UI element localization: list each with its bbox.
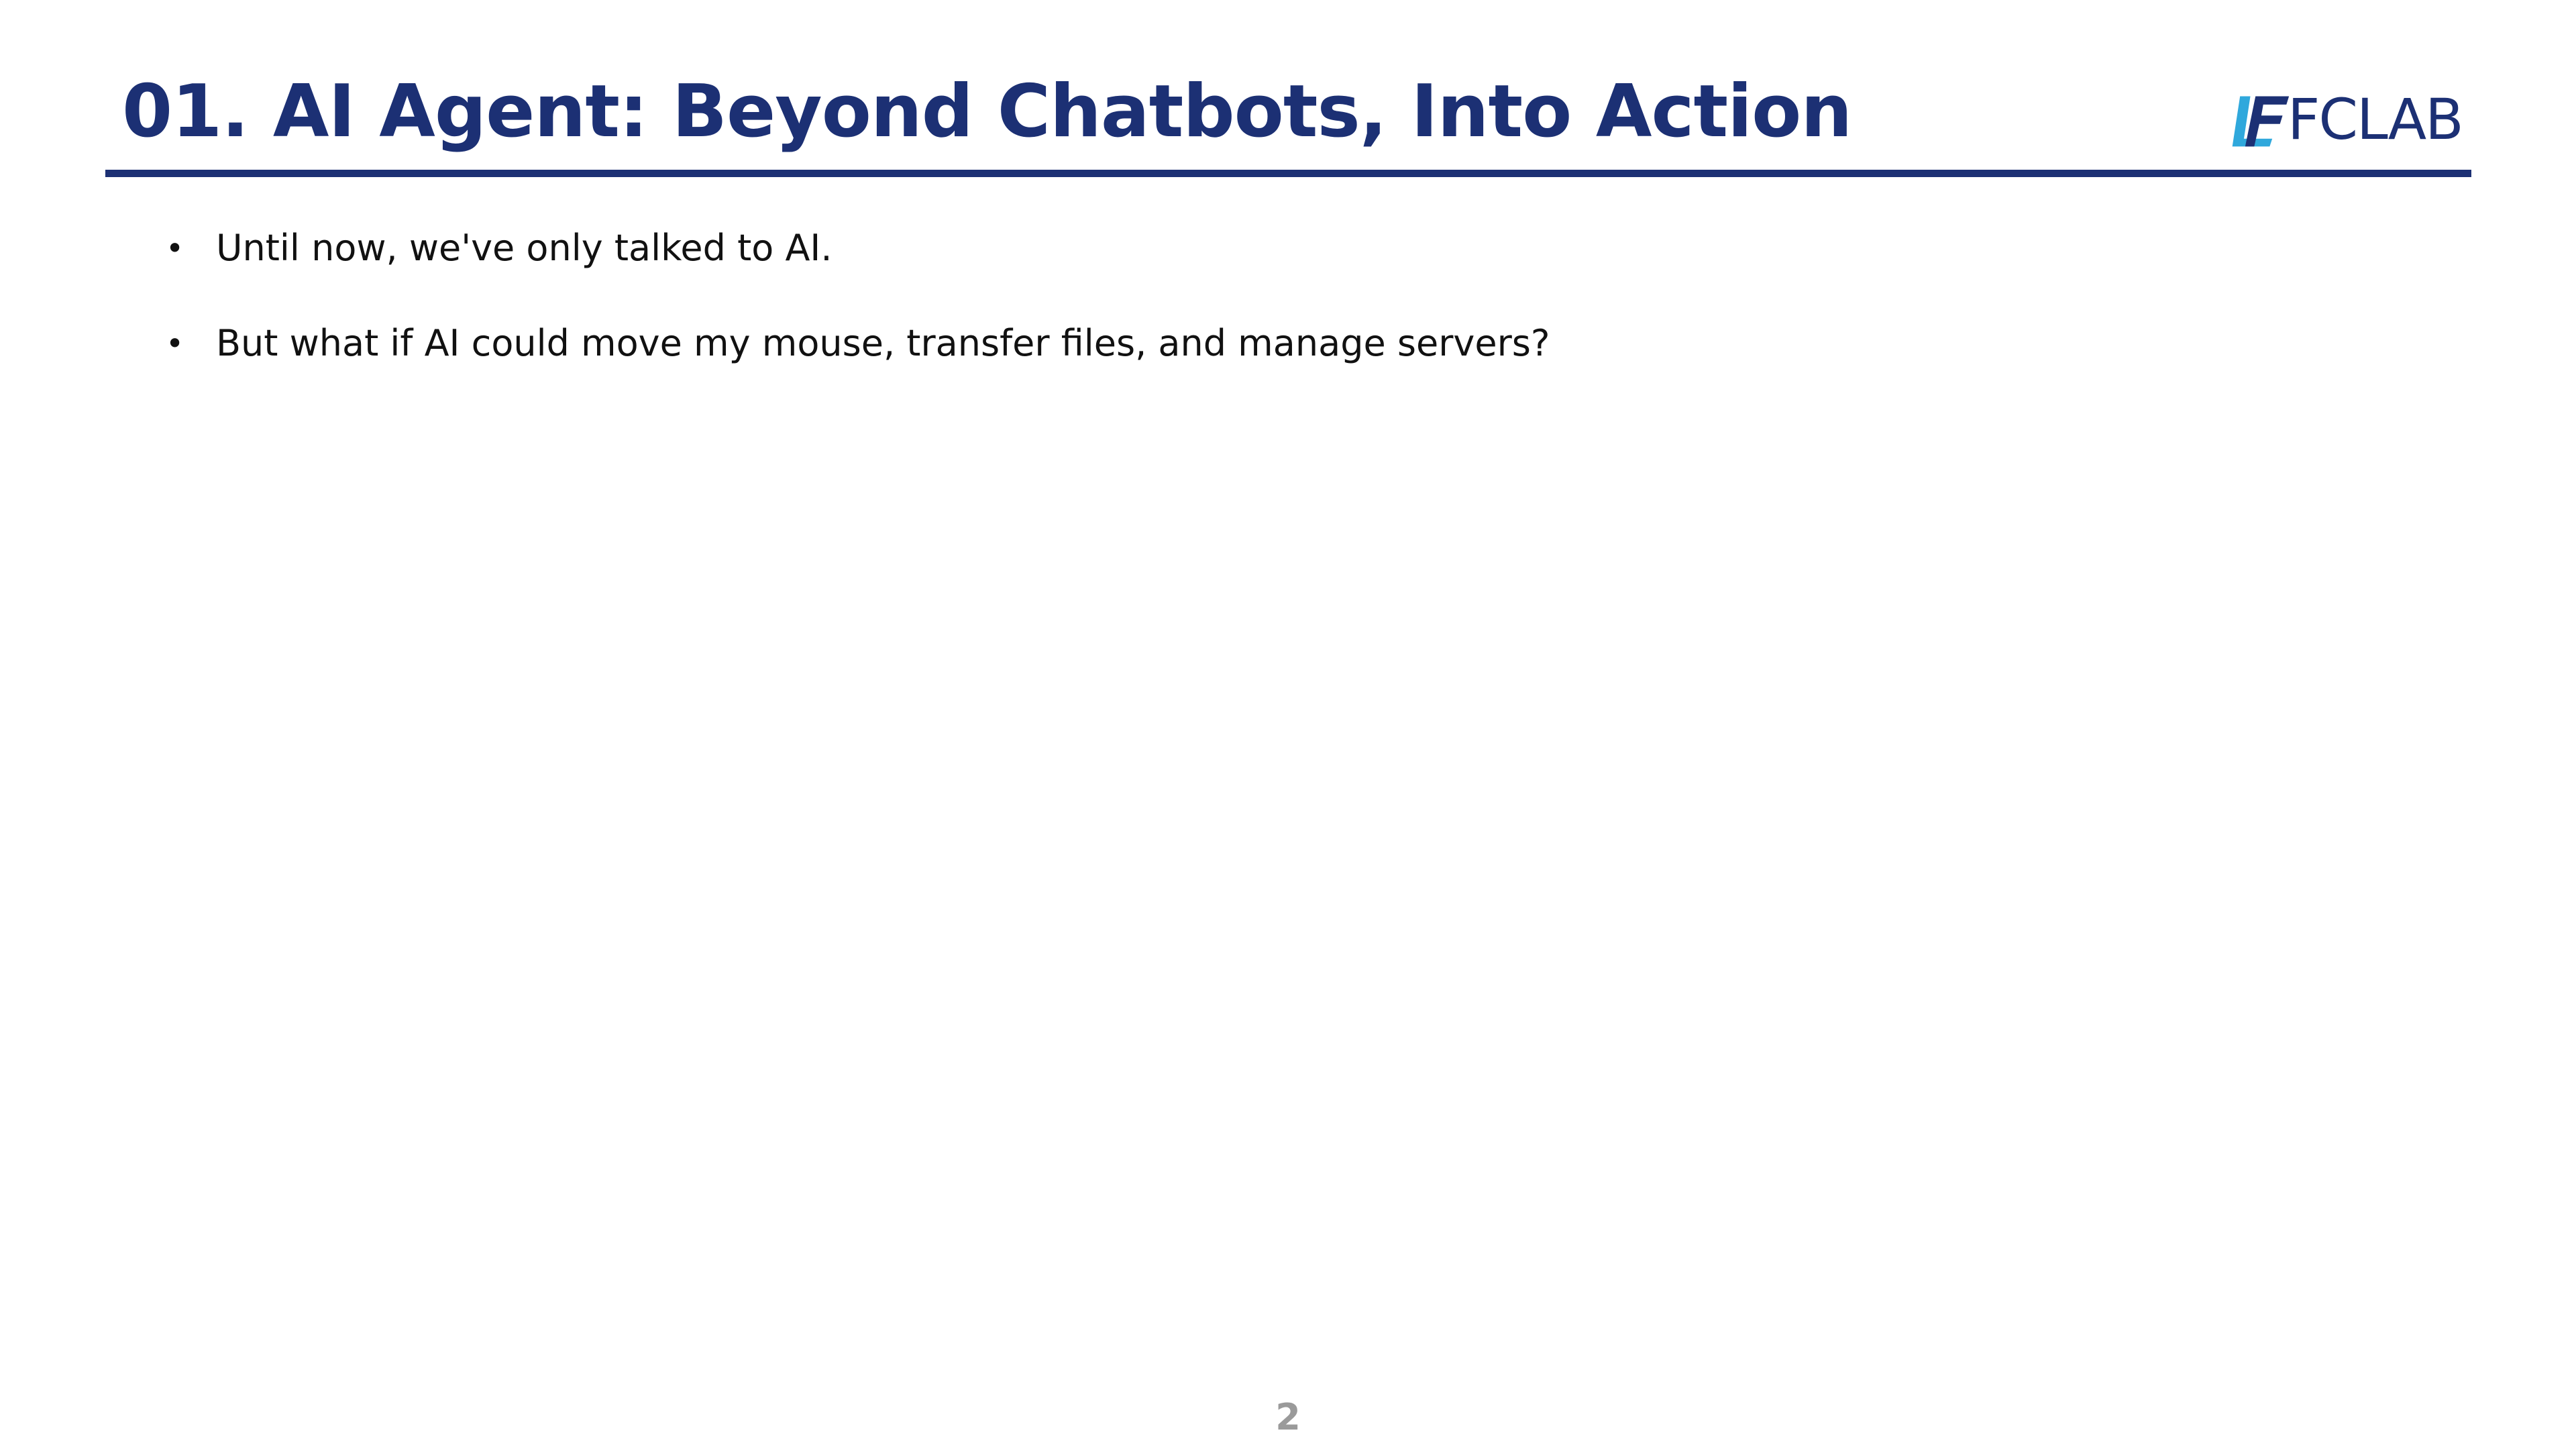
page-number: 2 [1275, 1396, 1301, 1438]
logo-text: FCLAB [2288, 87, 2463, 152]
bullet-list [161, 215, 1550, 405]
title-underline [105, 170, 2471, 177]
bullet-item [161, 215, 1550, 282]
fclab-logo-mark-icon [2227, 87, 2292, 152]
bullet-text: Until now, we've only talked to AI. [216, 227, 833, 269]
bullet-dot-icon: • [166, 325, 184, 362]
fclab-logo [2227, 86, 2475, 153]
bullet-text: But what if AI could move my mouse, transfer files, and manage servers? [216, 322, 1550, 364]
bullet-dot-icon: • [166, 230, 184, 266]
bullet-item [161, 310, 1550, 377]
slide-title: 01. AI Agent: Beyond Chatbots, Into Action [122, 70, 1852, 154]
